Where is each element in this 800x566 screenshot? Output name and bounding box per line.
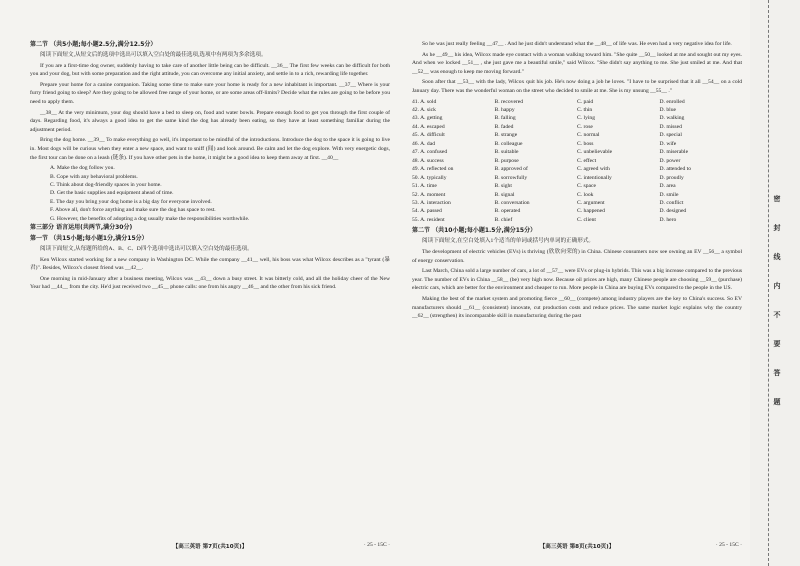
choice-option: 45. A. difficult bbox=[412, 132, 445, 139]
reading-paragraph: Bring the dog home. __39__ To make everything go well, it's important to be mindful of the introductions. Introduce the dog to the space it is going to live in. Most dogs will be curious when they enter a new space, and want to sniff (闻) and look around. Be calm and let the dog explore. With very energetic dogs, the first tour can be done on a leash (链条). If you have other pets in the home, it might be a good idea to keep them away at first. __40__ bbox=[30, 137, 390, 161]
choice-option: 55. A. resident bbox=[412, 216, 445, 223]
choice-option: B. strange bbox=[494, 132, 518, 139]
choice-option: B. colleague bbox=[494, 140, 523, 147]
choice-option: B. chief bbox=[494, 216, 513, 223]
choice-option: D. smile bbox=[659, 191, 679, 198]
choice-row bbox=[412, 182, 742, 190]
footer-title: 【高三英语 第7页(共10页)】 bbox=[172, 544, 248, 550]
choice-option: B. conversation bbox=[494, 200, 530, 206]
choice-option: D. blue bbox=[659, 107, 676, 114]
choice-option: B. falling bbox=[494, 115, 516, 122]
choice-option: B. suitable bbox=[494, 149, 519, 156]
choice-row bbox=[412, 199, 742, 207]
choice-option: D. attended to bbox=[659, 166, 692, 173]
reading-paragraph: __38__ At the very minimum, your dog should have a bed to sleep on, food and water bowls. Prepare enough food to get you through the first couple of days. Regarding food, it's always a good idea to get the same kind the dog has already been eating, so they have at least something familiar during the adjustment period. bbox=[30, 109, 390, 133]
choice-option: D. hero bbox=[659, 216, 677, 223]
choice-row bbox=[412, 123, 742, 131]
choice-option: C. paid bbox=[577, 98, 594, 105]
paper-code: · 25 - 15C · bbox=[363, 542, 390, 548]
choice-option: 54. A. passed bbox=[412, 208, 442, 215]
section2-heading: 第二节 （共5小题;每小题2.5分,满分12.5分） bbox=[30, 41, 157, 48]
section2-instruction: 阅读下面短文,从短文后的选项中选出可以填入空白处的最佳选项,选项中有两项为多余选项。 bbox=[40, 52, 267, 58]
choice-option: B. happy bbox=[494, 107, 515, 114]
choice-option: D. proudly bbox=[659, 174, 684, 181]
choice-option: D. wife bbox=[659, 140, 677, 147]
choice-row bbox=[412, 98, 742, 106]
choice-option: C. look bbox=[577, 191, 594, 198]
choice-option: C. space bbox=[577, 183, 596, 190]
choice-option: C. intentionally bbox=[577, 174, 612, 181]
grammar-paragraph: The development of electric vehicles (EVs) is thriving (欣欣向荣的) in China. Chinese consumers now see owning an EV __56__ a symbol of energy conservation. bbox=[412, 248, 742, 264]
choice-option: D. miserable bbox=[659, 149, 689, 156]
choice-option: B. signal bbox=[494, 191, 515, 198]
choice-table bbox=[412, 98, 742, 225]
cloze-paragraph: As he __49__ his idea, Wilcox made eye contact with a woman walking toward him. "She quite __50__ looked at me and sought out my eyes. And when we locked __51__ , she just gave me a beautiful smile," said Wilcox. "She didn't say anything to me. She just smiled at me. And that __52__ was enough to keep me moving forward." bbox=[412, 51, 742, 75]
option-a: A. Make the dog follow you. bbox=[50, 165, 115, 172]
choice-option: B. approved of bbox=[494, 166, 528, 173]
choice-option: 41. A. sold bbox=[412, 98, 437, 105]
seal-line-notice: 密封线内不要答题 bbox=[773, 195, 781, 406]
choice-option: 50. A. typically bbox=[412, 174, 447, 181]
choice-option: 44. A. escaped bbox=[412, 123, 445, 130]
cloze-paragraph: Soon after that __53__ with the lady, Wilcox quit his job. He's now doing a job he loves. "I have to be surprised that it all __54__ on a cold January day. There was the wonderful woman on the street who decided to smile at me. She is my unsung __55__ ." bbox=[412, 79, 742, 94]
choice-row bbox=[412, 191, 742, 199]
choice-option: B. faded bbox=[494, 123, 514, 130]
section2-heading: 第二节 （共10小题;每小题1.5分,满分15分） bbox=[412, 227, 537, 235]
choice-option: C. rose bbox=[577, 123, 593, 130]
grammar-paragraph: Last March, China sold a large number of cars, a lot of __57__ were EVs or plug-in hybrids. This was a big increase compared to the previous year. The number of EVs in China __58__ (be) very high now. Because oil prices are high, many Chinese people are choosing __59__ (purchase) electric cars, which are better for the environment and cheaper to run. More people in China are buying EVs compared to the people in the US. bbox=[412, 268, 742, 292]
section1-heading: 第一节 （共15小题;每小题1分,满分15分） bbox=[30, 234, 148, 242]
choice-option: C. unbelievable bbox=[577, 149, 613, 156]
choice-option: D. power bbox=[659, 157, 681, 164]
option-b: B. Cope with any behavioral problems. bbox=[50, 173, 138, 180]
option-g: G. However, the benefits of adopting a dog usually make the responsibilities worthwhile. bbox=[50, 215, 250, 222]
choice-option: 47. A. confused bbox=[412, 149, 448, 156]
reading-paragraph: Prepare your home for a canine companion. Taking some time to make sure your home is ready for a new inhabitant is important. __37__ Where is your furry friend going to sleep? Are they going to be allowed free range of your home, or are some areas off-limits? Decide what the rules are going to be before you need to apply them. bbox=[30, 81, 390, 105]
choice-option: D. designed bbox=[659, 208, 687, 215]
choice-option: C. argument bbox=[577, 200, 605, 206]
choice-option: D. area bbox=[659, 183, 676, 190]
choice-option: B. recovered bbox=[494, 98, 524, 105]
choice-row bbox=[412, 106, 742, 114]
option-e: E. The day you bring your dog home is a big day for everyone involved. bbox=[50, 198, 212, 205]
option-f: F. Above all, don't force anything and make sure the dog has space to rest. bbox=[50, 207, 216, 214]
choice-option: C. lying bbox=[577, 115, 596, 122]
cloze-paragraph: One morning in mid-January after a business meeting, Wilcox was __43__ down a busy street. It was bitterly cold, and all the holiday cheer of the New Year had __44__ from the city. He'd just received two __45__ phone calls: one from his angry __46__ and the other from his sick friend. bbox=[30, 275, 390, 291]
choice-row bbox=[412, 157, 742, 165]
choice-option: 48. A. success bbox=[412, 157, 444, 164]
choice-row bbox=[412, 131, 742, 139]
section1-instruction: 阅读下面短文,从每题所给的A、B、C、D四个选项中选出可以填入空白处的最佳选项。 bbox=[40, 245, 253, 252]
choice-option: B. purpose bbox=[494, 157, 519, 164]
footer-title: 【高三英语 第8页(共10页)】 bbox=[539, 544, 615, 550]
cloze-paragraph: Ken Wilcox started working for a new company in Washington DC. While the company __41__ well, his boss was what Wilcox describes as a "tyrant (暴君)". Besides, Wilcox's closest friend was __42__. bbox=[30, 256, 390, 272]
grammar-paragraph: Making the best of the market system and promoting fierce __60__ (compete) among industry players are the key to China's success. So EV manufacturers should __61__ (consistent) innovate, cut production costs and reduce prices. The same market logic explains why the country __62__ (strengthen) its incomparable skill in manufacturing during the past bbox=[412, 295, 742, 320]
part3-heading: 第三部分 语言运用(共两节,满分30分) bbox=[30, 223, 133, 231]
choice-option: C. agreed with bbox=[577, 166, 610, 173]
choice-option: 53. A. interaction bbox=[412, 200, 451, 206]
left-page bbox=[30, 40, 390, 554]
choice-row bbox=[412, 148, 742, 156]
choice-option: D. missed bbox=[659, 123, 682, 130]
binding-margin bbox=[750, 0, 800, 566]
choice-row bbox=[412, 114, 742, 122]
choice-option: D. conflict bbox=[659, 200, 684, 206]
choice-option: C. boss bbox=[577, 140, 594, 147]
choice-option: C. client bbox=[577, 216, 596, 223]
choice-row bbox=[412, 207, 742, 215]
choice-row bbox=[412, 216, 742, 224]
choice-option: 52. A. moment bbox=[412, 191, 446, 198]
choice-row bbox=[412, 165, 742, 173]
option-c: C. Think about dog-friendly spaces in your home. bbox=[50, 181, 162, 188]
choice-option: 46. A. dad bbox=[412, 140, 435, 147]
choice-option: D. walking bbox=[659, 115, 685, 122]
reading-paragraph: If you are a first-time dog owner, suddenly having to take care of another little being can be difficult. __36__ The first few weeks can be difficult for both you and your dog, but with some preparation and the right attitude, you can overcome any initial anxiety, and settle in to a rich, rewarding life together. bbox=[30, 62, 390, 78]
option-d: D. Get the basic supplies and equipment ahead of time. bbox=[50, 190, 174, 197]
choice-option: 43. A. getting bbox=[412, 115, 443, 122]
choice-option: B. sight bbox=[494, 183, 512, 190]
choice-row bbox=[412, 174, 742, 182]
choice-option: 49. A. reflected on bbox=[412, 166, 454, 173]
choice-option: B. operated bbox=[494, 208, 521, 215]
choice-row bbox=[412, 140, 742, 148]
choice-option: C. thin bbox=[577, 107, 593, 114]
section2-instruction: 阅读下面短文,在空白处填入1个适当的单词或括号内单词的正确形式。 bbox=[422, 238, 595, 245]
choice-option: C. normal bbox=[577, 132, 600, 139]
seal-line bbox=[768, 0, 769, 566]
page-footer bbox=[30, 542, 390, 552]
choice-option: D. enrolled bbox=[659, 98, 685, 105]
paper-code: · 25 - 15C · bbox=[715, 542, 742, 548]
choice-option: C. happened bbox=[577, 208, 605, 215]
choice-option: B. sorrowfully bbox=[494, 174, 528, 181]
choice-option: 51. A. time bbox=[412, 183, 437, 190]
page-footer bbox=[412, 542, 742, 552]
cloze-paragraph: So he was just really feeling __47__ . And he just didn't understand what the __48__ of life was. He even had a very negative idea for life. bbox=[422, 41, 732, 47]
right-page bbox=[412, 40, 742, 554]
choice-option: 42. A. sick bbox=[412, 107, 436, 114]
choice-option: D. special bbox=[659, 132, 682, 139]
choice-option: C. effect bbox=[577, 157, 597, 164]
